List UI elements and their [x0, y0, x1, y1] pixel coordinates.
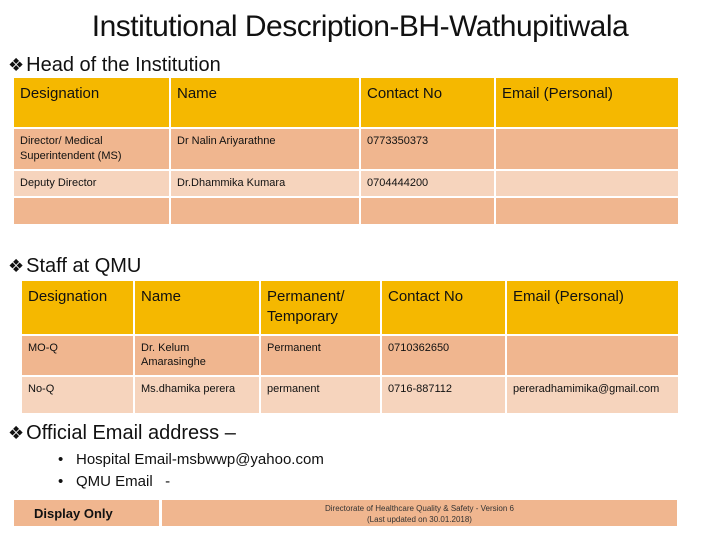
section-official-email — [8, 422, 236, 445]
bullet-dot-icon: • — [58, 473, 64, 490]
section-label: Head of the Institution — [26, 54, 221, 76]
table-cell: Permanent — [260, 335, 381, 377]
section-head-of-institution — [8, 54, 221, 77]
table-header-row — [21, 280, 679, 335]
table-cell: Ms.dhamika perera — [134, 376, 260, 414]
table-cell — [170, 197, 360, 225]
header-cell: Permanent/ Temporary — [260, 280, 381, 335]
section-staff-at-qmu — [8, 255, 141, 278]
table-cell: 0704444200 — [360, 170, 495, 197]
staff-table — [20, 279, 680, 415]
header-cell: Designation — [13, 77, 170, 128]
table-row — [13, 197, 679, 225]
list-item — [58, 471, 324, 493]
table-row — [13, 128, 679, 170]
table-cell: 0716-887112 — [381, 376, 506, 414]
header-cell: Name — [134, 280, 260, 335]
section-label: Staff at QMU — [26, 255, 142, 277]
footer-updated: (Last updated on 30.01.2018) — [367, 515, 472, 524]
table-cell: Deputy Director — [13, 170, 170, 197]
diamond-bullet-icon: ❖ — [8, 423, 25, 443]
qmu-email-text: QMU Email - — [76, 473, 171, 490]
table-cell: Dr.Dhammika Kumara — [170, 170, 360, 197]
table-cell: Dr Nalin Ariyarathne — [170, 128, 360, 170]
table-cell — [495, 128, 679, 170]
header-cell: Name — [170, 77, 360, 128]
display-only-label: Display Only — [14, 500, 159, 526]
head-table — [12, 76, 680, 226]
header-cell: Designation — [21, 280, 134, 335]
table-cell — [506, 335, 679, 377]
table-header-row — [13, 77, 679, 128]
table-cell: permanent — [260, 376, 381, 414]
footer-version: Directorate of Healthcare Quality & Safety - Version 6 — [325, 504, 514, 513]
table-cell: 0710362650 — [381, 335, 506, 377]
header-cell: Email (Personal) — [495, 77, 679, 128]
bullet-dot-icon: • — [58, 451, 64, 468]
header-cell: Contact No — [381, 280, 506, 335]
table-cell: MO-Q — [21, 335, 134, 377]
table-cell — [495, 197, 679, 225]
table-cell — [360, 197, 495, 225]
table-cell — [495, 170, 679, 197]
diamond-bullet-icon: ❖ — [8, 55, 25, 75]
table-row — [21, 376, 679, 414]
diamond-bullet-icon: ❖ — [8, 256, 25, 276]
hospital-email-text: Hospital Email-msbwwp@yahoo.com — [76, 451, 324, 468]
table-cell: 0773350373 — [360, 128, 495, 170]
table-cell: No-Q — [21, 376, 134, 414]
email-bullet-list — [58, 449, 324, 493]
footer-note — [162, 500, 677, 526]
table-cell: Director/ Medical Superintendent (MS) — [13, 128, 170, 170]
header-cell: Contact No — [360, 77, 495, 128]
table-cell: pereradhamimika@gmail.com — [506, 376, 679, 414]
table-cell — [13, 197, 170, 225]
page-title: Institutional Description-BH-Wathupitiwala — [91, 10, 629, 43]
table-row — [21, 335, 679, 377]
header-cell: Email (Personal) — [506, 280, 679, 335]
table-cell: Dr. Kelum Amarasinghe — [134, 335, 260, 377]
list-item — [58, 449, 324, 471]
section-label: Official Email address – — [26, 422, 236, 444]
table-row — [13, 170, 679, 197]
